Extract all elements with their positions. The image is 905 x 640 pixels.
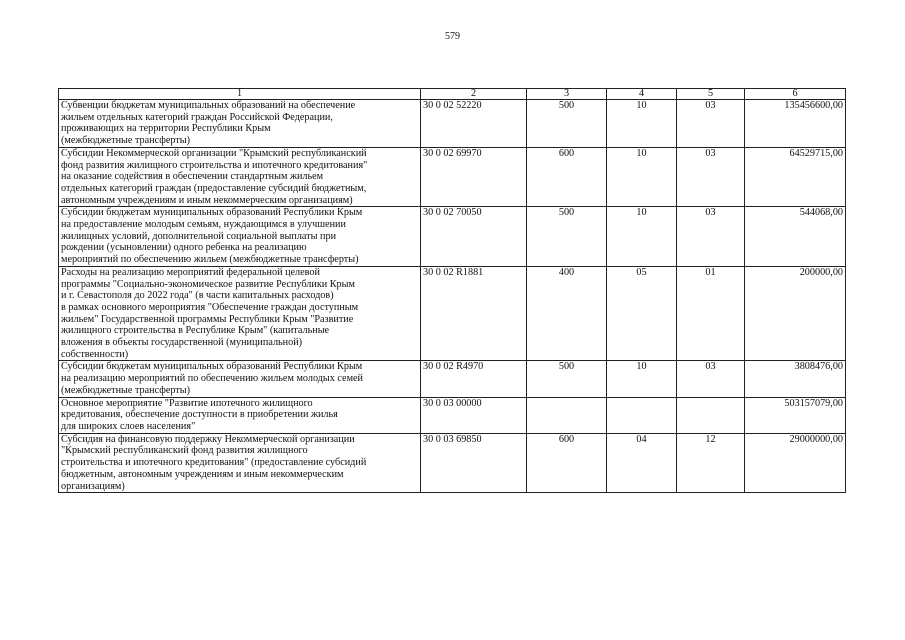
budget-table: [58, 88, 846, 493]
column-header: 1: [59, 89, 421, 100]
table-row: [59, 100, 846, 148]
expense-type-code: 400: [527, 266, 607, 361]
subsection-code: 12: [677, 433, 745, 493]
section-code: 04: [607, 433, 677, 493]
amount: 29000000,00: [745, 433, 846, 493]
table-row: [59, 147, 846, 207]
expense-type-code: 600: [527, 433, 607, 493]
subsection-code: 03: [677, 207, 745, 267]
expense-name: Субсидии бюджетам муниципальных образований Республики Крым на предоставление молодым семьям, нуждающимся в улучшении жилищных условий, дополнительной социальной выплаты при рождении (усыновлении) одного ребенка на реализацию мероприятий по обеспечению жильем (межбюджетные трансферты): [59, 207, 421, 267]
expense-type-code: 500: [527, 207, 607, 267]
amount: 64529715,00: [745, 147, 846, 207]
expense-name: Расходы на реализацию мероприятий федеральной целевой программы "Социально-экономическое развитие Республики Крым и г. Севастополя до 2022 года" (в части капитальных расходов) в рамках основного мероприятия "Обеспечение граждан доступным жильем" Государственной программы Республики Крым "Развитие жилищного строительства в Республике Крым" (капитальные вложения в объекты государственной (муниципальной) собственности): [59, 266, 421, 361]
subsection-code: 03: [677, 100, 745, 148]
expense-name: Субсидия на финансовую поддержку Некоммерческой организации "Крымский республиканский фонд развития жилищного строительства и ипотечного кредитования" (предоставление субсидий бюджетным, автономным учреждениям и иным некоммерческим организациям): [59, 433, 421, 493]
section-code: 10: [607, 147, 677, 207]
expense-type-code: 500: [527, 100, 607, 148]
table-header-row: [59, 89, 846, 100]
expense-type-code: 600: [527, 147, 607, 207]
target-article-code: 30 0 02 70050: [421, 207, 527, 267]
column-header: 4: [607, 89, 677, 100]
target-article-code: 30 0 02 69970: [421, 147, 527, 207]
table-row: [59, 397, 846, 433]
expense-name: Субсидии Некоммерческой организации "Крымский республиканский фонд развития жилищного строительства и ипотечного кредитования" на оказание содействия в обеспечении стандартным жильем отдельных категорий граждан (предоставление субсидий бюджетным, автономным учреждениям и иным некоммерческим организациям): [59, 147, 421, 207]
subsection-code: 03: [677, 361, 745, 397]
column-header: 6: [745, 89, 846, 100]
expense-name: Основное мероприятие "Развитие ипотечного жилищного кредитования, обеспечение доступности в приобретении жилья для широких слоев населения": [59, 397, 421, 433]
amount: 135456600,00: [745, 100, 846, 148]
subsection-code: 01: [677, 266, 745, 361]
amount: 503157079,00: [745, 397, 846, 433]
table-row: [59, 207, 846, 267]
section-code: [607, 397, 677, 433]
expense-name: Субсидии бюджетам муниципальных образований Республики Крым на реализацию мероприятий по обеспечению жильем молодых семей (межбюджетные трансферты): [59, 361, 421, 397]
column-header: 5: [677, 89, 745, 100]
table-row: [59, 361, 846, 397]
subsection-code: [677, 397, 745, 433]
section-code: 10: [607, 361, 677, 397]
section-code: 10: [607, 207, 677, 267]
target-article-code: 30 0 02 R4970: [421, 361, 527, 397]
amount: 3808476,00: [745, 361, 846, 397]
target-article-code: 30 0 03 69850: [421, 433, 527, 493]
section-code: 10: [607, 100, 677, 148]
table-row: [59, 433, 846, 493]
amount: 544068,00: [745, 207, 846, 267]
column-header: 2: [421, 89, 527, 100]
target-article-code: 30 0 03 00000: [421, 397, 527, 433]
target-article-code: 30 0 02 52220: [421, 100, 527, 148]
expense-type-code: [527, 397, 607, 433]
amount: 200000,00: [745, 266, 846, 361]
table-row: [59, 266, 846, 361]
target-article-code: 30 0 02 R1881: [421, 266, 527, 361]
column-header: 3: [527, 89, 607, 100]
expense-type-code: 500: [527, 361, 607, 397]
expense-name: Субвенции бюджетам муниципальных образований на обеспечение жильем отдельных категорий граждан Российской Федерации, проживающих на территории Республики Крым (межбюджетные трансферты): [59, 100, 421, 148]
subsection-code: 03: [677, 147, 745, 207]
page-number: 579: [445, 31, 460, 42]
section-code: 05: [607, 266, 677, 361]
